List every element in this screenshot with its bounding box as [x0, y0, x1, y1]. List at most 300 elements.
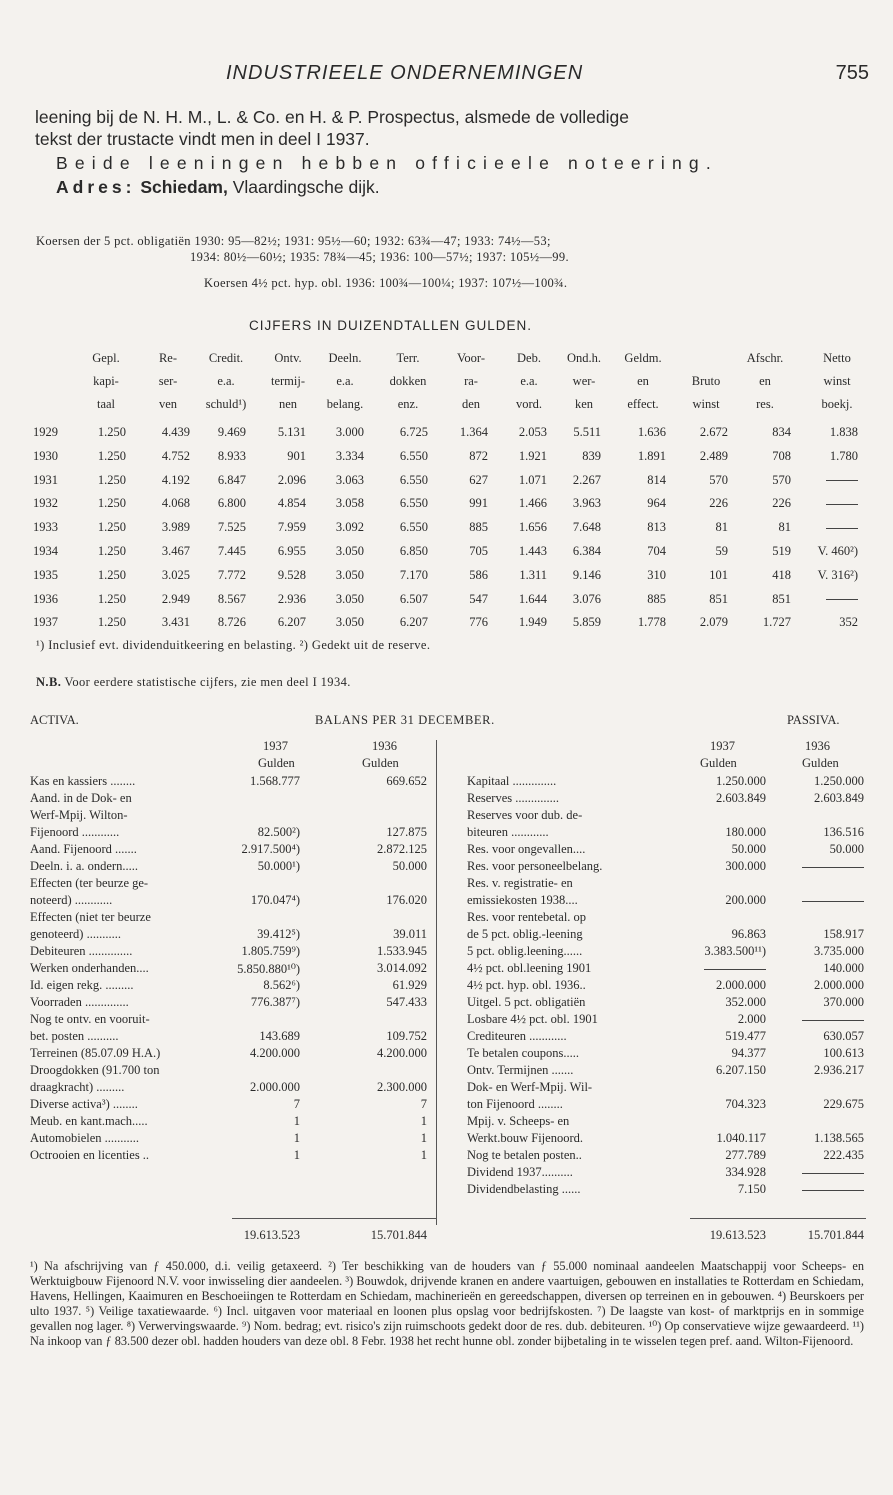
cijfers-cell: 1.778 [637, 615, 666, 630]
activa-value-1937: 2.000.000 [250, 1080, 300, 1094]
cijfers-cell: 3.076 [572, 591, 601, 606]
passiva-label: Res. voor personeelbelang. [467, 859, 603, 873]
activa-value-1936: 39.011 [393, 927, 427, 941]
passiva-label: Kapitaal .............. [467, 774, 557, 788]
activa-value-1936: 127.875 [386, 825, 427, 839]
activa-label: draagkracht) ......... [30, 1080, 125, 1094]
passiva-value-1936: 158.917 [823, 927, 864, 941]
activa-value-1936: 61.929 [392, 978, 427, 992]
activa-label: noteerd) ............ [30, 893, 113, 907]
passiva-value-1937: 7.150 [737, 1182, 766, 1196]
cijfers-cell: 2.079 [699, 615, 728, 630]
cijfers-header-cell: Netto [823, 351, 851, 365]
passiva-value-1936: 222.435 [823, 1148, 864, 1162]
cijfers-cell: 6.550 [399, 448, 428, 463]
cijfers-cell: 1.466 [518, 496, 547, 511]
cijfers-year: 1932 [33, 496, 58, 511]
cijfers-year: 1929 [33, 425, 58, 439]
activa-value-1937: 1 [293, 1148, 300, 1162]
passiva-label: Res. voor ongevallen.... [467, 842, 586, 856]
activa-value-1936: 1 [420, 1131, 427, 1145]
balans-divider [436, 740, 437, 1225]
passiva-label: emissiekosten 1938.... [467, 893, 578, 907]
cijfers-cell: 3.050 [335, 591, 364, 606]
cijfers-cell: 226 [772, 496, 791, 511]
cijfers-cell: 1.838 [829, 425, 858, 439]
cijfers-cell: 964 [647, 496, 666, 511]
cijfers-year: 1934 [33, 544, 58, 558]
passiva-value-1936: 1.250.000 [814, 774, 864, 788]
cijfers-header-cell: res. [756, 397, 774, 411]
cijfers-header-cell: Geldm. [624, 351, 662, 365]
activa-value-1936: 4.200.000 [377, 1046, 427, 1060]
passiva-value-1937: 1.250.000 [716, 774, 766, 788]
activa-label: Id. eigen rekg. ......... [30, 978, 134, 992]
cijfers-cell: 81 [778, 520, 791, 535]
activa-value-1936: 50.000 [392, 859, 427, 873]
passiva-value-1936: 3.735.000 [814, 944, 864, 958]
activa-value-1936: 176.020 [386, 893, 427, 907]
activa-value-1936: 1 [420, 1114, 427, 1128]
cijfers-cell: 2.267 [572, 472, 601, 487]
dash-mark [704, 969, 766, 970]
cijfers-header-cell: Bruto [691, 374, 721, 388]
cijfers-cell: 6.847 [217, 472, 246, 487]
cijfers-header-cell: dokken [389, 374, 427, 388]
cijfers-cell: 352 [839, 615, 858, 630]
cijfers-cell: 9.146 [572, 567, 601, 582]
activa-value-1937: 1 [293, 1131, 300, 1145]
cijfers-cell: 7.170 [399, 567, 428, 582]
passiva-value-1937 [704, 961, 766, 976]
koersen-line-2: 1934: 80½—60½; 1935: 78¾—45; 1936: 100—57½; 1937: 105½—99. [190, 250, 569, 264]
activa-label: Nog te ontv. en vooruit- [30, 1012, 150, 1026]
cijfers-cell: 991 [469, 496, 488, 511]
activa-value-1937: 1.805.759⁹) [241, 944, 300, 958]
cijfers-cell: 6.850 [399, 544, 428, 558]
cijfers-cell: 1.250 [97, 520, 126, 535]
cijfers-header-cell: en [759, 374, 771, 388]
cijfers-cell: 776 [469, 615, 488, 630]
cijfers-header-cell: e.a. [520, 374, 538, 388]
passiva-label: Reserves voor dub. de- [467, 808, 583, 822]
cijfers-cell: 1.443 [518, 544, 547, 558]
cijfers-header-cell: Credit. [208, 351, 244, 365]
cijfers-cell [826, 592, 858, 607]
cijfers-cell: 1.780 [829, 448, 858, 463]
passiva-label: 4½ pct. obl.leening 1901 [467, 961, 592, 975]
passiva-value-1937: 50.000 [731, 842, 766, 856]
passiva-value-1937: 352.000 [725, 995, 766, 1009]
cijfers-cell: 6.507 [399, 591, 428, 606]
passiva-value-1936 [802, 859, 864, 874]
nb-note [36, 675, 351, 690]
cijfers-cell: 1.311 [519, 567, 547, 582]
cijfers-cell: 885 [469, 520, 488, 535]
cijfers-cell: 6.725 [399, 425, 428, 439]
cijfers-header-cell: Ond.h. [566, 351, 602, 365]
cijfers-cell: 627 [469, 472, 488, 487]
cijfers-cell: 6.384 [572, 544, 601, 558]
activa-label: Debiteuren .............. [30, 944, 133, 958]
cijfers-cell: 1.250 [97, 591, 126, 606]
activa-value-1937: 5.850.880¹⁰) [237, 962, 300, 976]
passiva-value-1936: 100.613 [823, 1046, 864, 1060]
activa-value-1936: 1.533.945 [377, 944, 427, 958]
passiva-value-1937: 3.383.500¹¹) [704, 944, 766, 958]
cijfers-cell: 2.949 [161, 591, 190, 606]
passiva-value-1937: 277.789 [725, 1148, 766, 1162]
address-city: Schiedam, [140, 177, 228, 197]
cijfers-cell: 418 [772, 567, 791, 582]
cijfers-cell: 885 [647, 591, 666, 606]
activa-label: Deeln. i. a. ondern..... [30, 859, 138, 873]
running-title: INDUSTRIEELE ONDERNEMINGEN [226, 62, 584, 84]
cijfers-cell: 814 [647, 472, 666, 487]
cijfers-cell: 851 [772, 591, 791, 606]
activa-label: genoteerd) ........... [30, 927, 121, 941]
passiva-label: Losbare 4½ pct. obl. 1901 [467, 1012, 598, 1026]
balans-footnotes: ¹) Na afschrijving van ƒ 450.000, d.i. veilig getaxeerd. ²) Ter beschikking van de houders van ƒ 55.000 nominaal aandeelen Maatschappij voor Scheeps- en Werktuigbouw Fijenoord N.V. voor inwisseling dier aandeelen. ³) Bouwdok, drijvende kranen en andere vaartuigen, gebouwen en installaties te Rotterdam en Schiedam, Havens, Hellingen, Kaaimuren en Beschoeiingen te Rotterdam en Schiedam, machinerieën en gereedschappen, diversen op terreinen en in gebouwen. ⁴) Beurskoers per ulto 1937. ⁵) Veilige taxatiewaarde. ⁶) Incl. uitgaven voor materiaal en loonen plus opslag voor bedrijfskosten. ⁷) De laagste van kost- of marktprijs en in sommige gevallen nog lager. ⁸) Verwervingswaarde. ⁹) Nom. bedrag; evt. risico's zijn ruimschoots gedekt door de res. dub. debiteuren. ¹⁰) Op conservatieve wijze gewaardeerd. ¹¹) Na inkoop van ƒ 83.500 dezer obl. hadden houders van deze obl. 8 Febr. 1938 het recht hunne obl. zonder bijbetaling in te wisselen tegen pref. aand. Wilton-Fijenoord. [30, 1259, 864, 1348]
cijfers-cell: 3.050 [335, 615, 364, 630]
cijfers-cell: 3.063 [335, 472, 364, 487]
cijfers-header-cell: Deeln. [328, 351, 362, 365]
cijfers-header-cell: termij- [270, 374, 305, 388]
cijfers-header-cell: taal [96, 397, 116, 411]
cijfers-header-cell: Voor- [457, 351, 485, 365]
cijfers-cell: 3.025 [161, 567, 190, 582]
passiva-label: Reserves .............. [467, 791, 559, 805]
activa-value-1936: 7 [420, 1097, 427, 1111]
cijfers-cell: V. 460²) [817, 544, 858, 558]
cijfers-cell: 839 [582, 448, 601, 463]
passiva-label: 5 pct. oblig.leening...... [467, 944, 583, 958]
cijfers-cell: 8.567 [217, 591, 246, 606]
passiva-value-1937: 334.928 [725, 1165, 766, 1179]
activa-value-1937: 143.689 [259, 1029, 300, 1043]
cijfers-cell: 2.053 [518, 425, 547, 439]
activa-total-1937: 19.613.523 [243, 1228, 300, 1242]
cijfers-cell: 2.096 [277, 472, 306, 487]
cijfers-cell: 4.854 [277, 496, 306, 511]
cijfers-header-cell: Re- [158, 351, 178, 365]
cijfers-header-cell: kapi- [93, 374, 119, 388]
passiva-value-1937: 519.477 [725, 1029, 766, 1043]
cijfers-cell: 2.672 [699, 425, 728, 439]
cijfers-header-cell: Gepl. [92, 351, 120, 365]
activa-label: Effecten (ter beurze ge- [30, 876, 149, 890]
cijfers-title: CIJFERS IN DUIZENDTALLEN GULDEN. [249, 318, 533, 333]
cijfers-cell: 1.250 [97, 544, 126, 558]
passiva-label: Dividend 1937.......... [467, 1165, 573, 1179]
cijfers-cell: 1.949 [518, 615, 547, 630]
cijfers-cell: 6.550 [399, 472, 428, 487]
activa-label: Aand. Fijenoord ....... [30, 842, 137, 856]
activa-value-1936: 3.014.092 [377, 961, 427, 975]
activa-label: Fijenoord ............ [30, 825, 120, 839]
cijfers-cell: 872 [469, 448, 488, 463]
dash-mark [826, 504, 858, 505]
activa-unit-1937: Gulden [258, 756, 295, 770]
cijfers-header-cell: boekj. [821, 397, 853, 411]
passiva-value-1937: 94.377 [731, 1046, 766, 1060]
cijfers-cell: 5.859 [572, 615, 601, 630]
dash-mark [802, 1190, 864, 1191]
passiva-value-1936 [802, 893, 864, 908]
dash-mark [826, 528, 858, 529]
cijfers-cell: 1.644 [518, 591, 547, 606]
passiva-value-1936: 2.603.849 [814, 791, 864, 805]
cijfers-cell: 1.636 [637, 425, 666, 439]
passiva-value-1936: 630.057 [823, 1029, 864, 1043]
cijfers-year: 1935 [33, 567, 58, 582]
cijfers-footnote: ¹) Inclusief evt. dividenduitkeering en belasting. ²) Gedekt uit de reserve. [36, 638, 431, 652]
cijfers-header-cell: e.a. [217, 374, 235, 388]
cijfers-header-cell: nen [278, 397, 298, 411]
cijfers-year: 1936 [33, 591, 58, 606]
cijfers-year: 1933 [33, 520, 58, 535]
passiva-label: Nog te betalen posten.. [467, 1148, 582, 1162]
cijfers-cell: 6.207 [399, 615, 428, 630]
address-label: Adres: [56, 177, 136, 197]
cijfers-cell: 586 [469, 567, 488, 582]
cijfers-header-cell: wer- [572, 374, 596, 388]
cijfers-cell: 5.131 [277, 425, 306, 439]
passiva-label: 4½ pct. hyp. obl. 1936.. [467, 978, 586, 992]
cijfers-cell: 226 [709, 496, 728, 511]
cijfers-cell: 3.334 [335, 448, 364, 463]
cijfers-cell: 1.656 [518, 520, 547, 535]
cijfers-header-cell: Afschr. [746, 351, 784, 365]
cijfers-cell: 1.921 [518, 448, 547, 463]
activa-year-1936: 1936 [372, 739, 397, 753]
cijfers-cell: 3.058 [335, 496, 364, 511]
cijfers-cell: 4.192 [161, 472, 190, 487]
dash-mark [802, 867, 864, 868]
cijfers-cell: 6.207 [277, 615, 306, 630]
cijfers-cell: 9.469 [217, 425, 246, 439]
cijfers-cell: 1.250 [97, 496, 126, 511]
passiva-label: de 5 pct. oblig.-leening [467, 927, 583, 941]
cijfers-cell: 6.550 [399, 520, 428, 535]
cijfers-header-cell: winst [692, 397, 720, 411]
passiva-value-1936: 370.000 [823, 995, 864, 1009]
activa-label: Kas en kassiers ........ [30, 774, 136, 788]
activa-total-1936: 15.701.844 [370, 1228, 427, 1242]
cijfers-cell: 3.431 [161, 615, 190, 630]
cijfers-header-cell: belang. [326, 397, 364, 411]
address-line [56, 176, 380, 198]
koersen-line-3: Koersen 4½ pct. hyp. obl. 1936: 100¾—100¼; 1937: 107½—100¾. [204, 276, 568, 290]
passiva-value-1936: 1.138.565 [814, 1131, 864, 1145]
cijfers-cell: 6.550 [399, 496, 428, 511]
cijfers-cell: 8.726 [217, 615, 246, 630]
activa-label: Droogdokken (91.700 ton [30, 1063, 160, 1077]
page-header [0, 62, 893, 86]
passiva-value-1936 [802, 1165, 864, 1180]
cijfers-year: 1937 [33, 615, 58, 630]
cijfers-cell: 705 [469, 544, 488, 558]
activa-value-1936: 669.652 [386, 774, 427, 788]
cijfers-cell: 3.989 [161, 520, 190, 535]
cijfers-cell: 3.000 [335, 425, 364, 439]
activa-year-1937: 1937 [263, 739, 288, 753]
activa-label: bet. posten .......... [30, 1029, 119, 1043]
nb-text: Voor eerdere statistische cijfers, zie men deel I 1934. [64, 675, 351, 689]
cijfers-header-cell: Ontv. [274, 351, 302, 365]
cijfers-cell: 59 [715, 544, 728, 558]
activa-label: Meub. en kant.mach..... [30, 1114, 148, 1128]
activa-value-1937: 4.200.000 [250, 1046, 300, 1060]
cijfers-cell: 813 [647, 520, 666, 535]
cijfers-cell: 3.963 [572, 496, 601, 511]
passiva-label: Res. voor rentebetal. op [467, 910, 587, 924]
cijfers-cell: 570 [772, 472, 791, 487]
passiva-value-1936: 136.516 [823, 825, 864, 839]
cijfers-cell: 1.250 [97, 615, 126, 630]
passiva-label: Uitgel. 5 pct. obligatiën [467, 995, 586, 1009]
passiva-total-rule [690, 1218, 866, 1219]
cijfers-cell: 7.445 [217, 544, 246, 558]
activa-label: Diverse activa³) ........ [30, 1097, 138, 1111]
passiva-value-1936 [802, 1182, 864, 1197]
activa-value-1937: 170.047⁴) [250, 893, 300, 907]
dash-mark [802, 901, 864, 902]
passiva-value-1936: 50.000 [829, 842, 864, 856]
cijfers-header-cell: enz. [397, 397, 419, 411]
passiva-total-1936: 15.701.844 [807, 1228, 864, 1242]
activa-value-1937: 1.568.777 [250, 774, 300, 788]
cijfers-cell: 1.071 [518, 472, 547, 487]
passiva-value-1937: 1.040.117 [716, 1131, 766, 1145]
cijfers-cell: 547 [469, 591, 488, 606]
passiva-label: biteuren ............ [467, 825, 549, 839]
cijfers-cell: 7.525 [217, 520, 246, 535]
cijfers-cell: 1.727 [762, 615, 791, 630]
cijfers-cell: 4.068 [161, 496, 190, 511]
activa-value-1937: 7 [293, 1097, 300, 1111]
cijfers-cell: 5.511 [573, 425, 601, 439]
cijfers-cell: 6.800 [217, 496, 246, 511]
cijfers-cell: 1.891 [637, 448, 666, 463]
passiva-value-1937: 2.000 [737, 1012, 766, 1026]
cijfers-cell: 851 [709, 591, 728, 606]
activa-value-1937: 50.000¹) [257, 859, 300, 873]
passiva-year-1936: 1936 [805, 739, 830, 753]
passiva-value-1937: 2.603.849 [716, 791, 766, 805]
cijfers-cell: 1.250 [97, 425, 126, 439]
page-number: 755 [835, 62, 869, 84]
cijfers-cell: 81 [715, 520, 728, 535]
cijfers-header-cell: Terr. [396, 351, 420, 365]
activa-value-1936: 1 [420, 1148, 427, 1162]
activa-value-1937: 82.500²) [257, 825, 300, 839]
passiva-label: PASSIVA. [787, 713, 840, 727]
cijfers-cell: 1.250 [97, 567, 126, 582]
cijfers-cell: 1.250 [97, 472, 126, 487]
passiva-label: Dok- en Werf-Mpij. Wil- [467, 1080, 593, 1094]
passiva-label: Crediteuren ............ [467, 1029, 567, 1043]
passiva-unit-1936: Gulden [802, 756, 839, 770]
passiva-label: Te betalen coupons..... [467, 1046, 579, 1060]
cijfers-year: 1931 [33, 472, 58, 487]
passiva-unit-1937: Gulden [700, 756, 737, 770]
activa-value-1936: 2.872.125 [377, 842, 427, 856]
cijfers-cell: 9.528 [277, 567, 306, 582]
activa-label: Werken onderhanden.... [30, 961, 149, 975]
passiva-value-1937: 300.000 [725, 859, 766, 873]
activa-value-1936: 109.752 [386, 1029, 427, 1043]
cijfers-header-cell: effect. [627, 397, 659, 411]
cijfers-cell: 7.648 [572, 520, 601, 535]
cijfers-cell: 1.250 [97, 448, 126, 463]
cijfers-cell: 4.752 [161, 448, 190, 463]
cijfers-header-cell: ra- [464, 374, 478, 388]
nb-label: N.B. [36, 675, 62, 689]
activa-value-1936: 547.433 [386, 995, 427, 1009]
passiva-label: Mpij. v. Scheeps- en [467, 1114, 570, 1128]
activa-label: Werf-Mpij. Wilton- [30, 808, 128, 822]
cijfers-header-cell: vord. [515, 397, 543, 411]
passiva-year-1937: 1937 [710, 739, 735, 753]
passiva-value-1936: 2.936.217 [814, 1063, 864, 1077]
cijfers-header-cell: ken [574, 397, 594, 411]
passiva-value-1936: 2.000.000 [814, 978, 864, 992]
passiva-value-1937: 180.000 [725, 825, 766, 839]
activa-value-1937: 39.412⁵) [257, 927, 300, 941]
cijfers-cell: 704 [647, 544, 666, 558]
passiva-value-1937: 2.000.000 [716, 978, 766, 992]
activa-value-1937: 1 [293, 1114, 300, 1128]
activa-label: Terreinen (85.07.09 H.A.) [30, 1046, 161, 1060]
cijfers-year: 1930 [33, 448, 58, 463]
dash-mark [826, 480, 858, 481]
dash-mark [802, 1173, 864, 1174]
passiva-value-1937: 704.323 [725, 1097, 766, 1111]
intro-line-3: Beide leeningen hebben officieele noteering. [56, 153, 718, 173]
activa-label: Aand. in de Dok- en [30, 791, 132, 805]
dash-mark [826, 599, 858, 600]
cijfers-cell [826, 473, 858, 488]
passiva-label: Res. v. registratie- en [467, 876, 573, 890]
cijfers-cell [826, 496, 858, 511]
activa-unit-1936: Gulden [362, 756, 399, 770]
cijfers-header-cell: en [637, 374, 649, 388]
passiva-label: Dividendbelasting ...... [467, 1182, 581, 1196]
cijfers-cell: 101 [709, 567, 728, 582]
cijfers-cell: 4.439 [161, 425, 190, 439]
activa-value-1937: 776.387⁷) [250, 995, 300, 1009]
activa-label: Effecten (niet ter beurze [30, 910, 151, 924]
cijfers-cell: 8.933 [217, 448, 246, 463]
cijfers-cell: 834 [772, 425, 791, 439]
cijfers-cell: 7.959 [277, 520, 306, 535]
passiva-value-1937: 6.207.150 [716, 1063, 766, 1077]
cijfers-cell: 3.050 [335, 567, 364, 582]
cijfers-header-cell: schuld¹) [205, 397, 247, 411]
cijfers-cell: 6.955 [277, 544, 306, 558]
cijfers-cell: 708 [772, 448, 791, 463]
passiva-label: Ontv. Termijnen ....... [467, 1063, 574, 1077]
activa-label: Voorraden .............. [30, 995, 129, 1009]
cijfers-header-cell: e.a. [336, 374, 354, 388]
activa-value-1937: 8.562⁶) [263, 978, 300, 992]
cijfers-cell: 2.936 [277, 591, 306, 606]
cijfers-cell: 901 [287, 448, 306, 463]
passiva-value-1936 [802, 1012, 864, 1027]
cijfers-header-cell: winst [823, 374, 851, 388]
cijfers-cell: 519 [772, 544, 791, 558]
